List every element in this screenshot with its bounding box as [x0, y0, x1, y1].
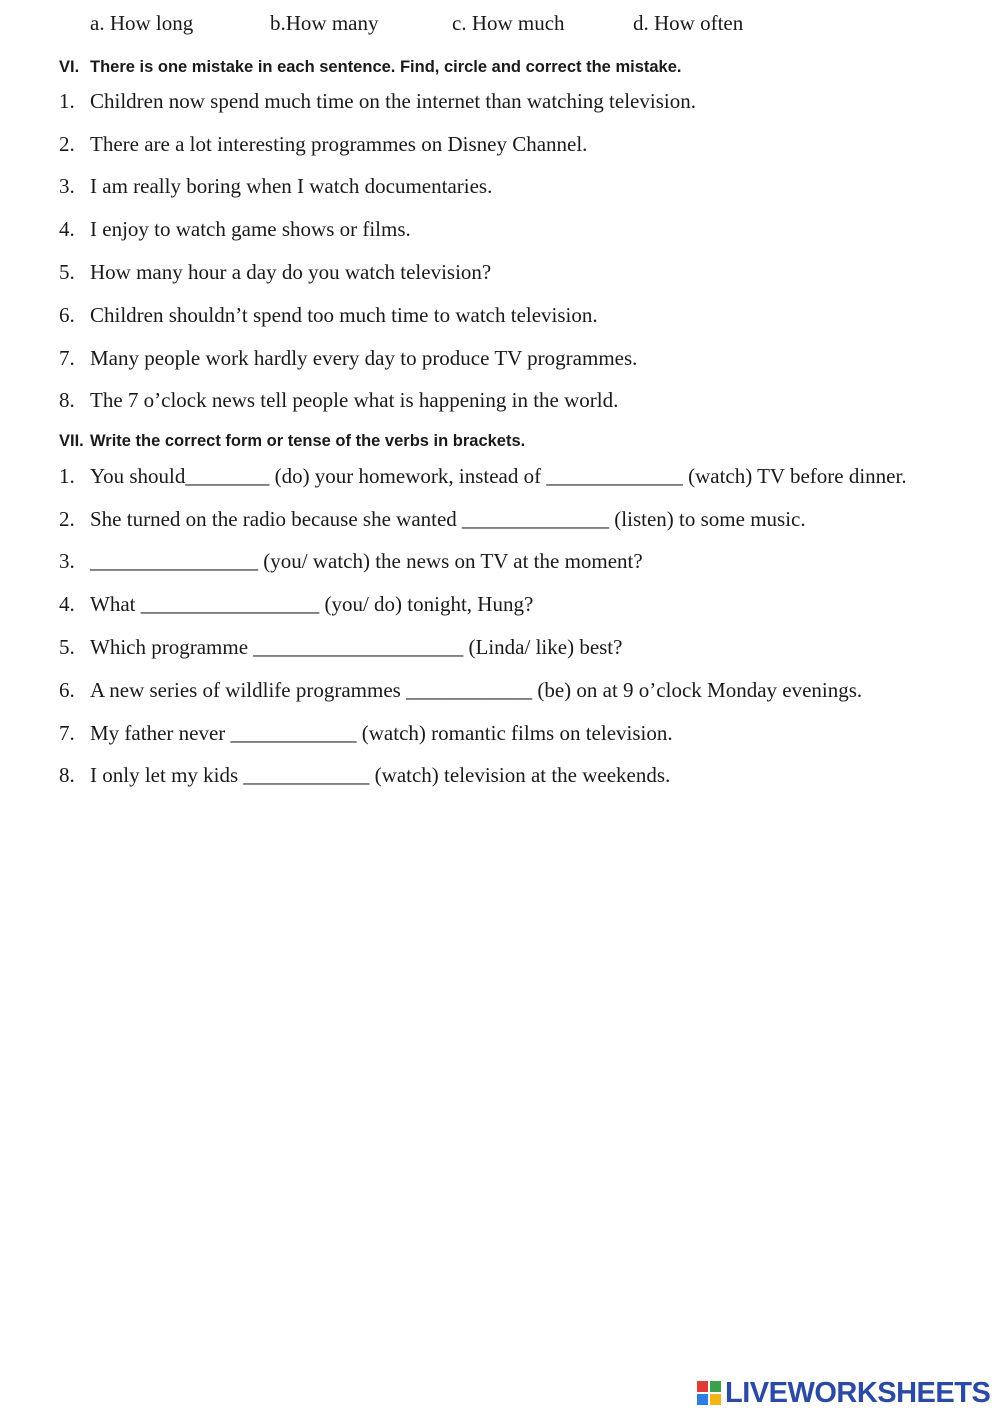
section-7-item	[0, 635, 1000, 665]
section-7-title: Write the correct form or tense of the verbs in brackets.	[90, 432, 526, 450]
item-number: 7.	[59, 346, 75, 370]
section-6-item	[0, 89, 1000, 119]
liveworksheets-mark-icon	[697, 1381, 723, 1407]
item-text: I only let my kids ____________ (watch) television at the weekends.	[90, 763, 671, 787]
section-6-item	[0, 303, 1000, 333]
section-6-title: There is one mistake in each sentence. Find, circle and correct the mistake.	[90, 58, 682, 76]
item-text: How many hour a day do you watch television?	[90, 260, 492, 284]
item-text: My father never ____________ (watch) romantic films on television.	[90, 721, 673, 745]
item-text: ________________ (you/ watch) the news on TV at the moment?	[90, 549, 643, 573]
item-text: I am really boring when I watch documentaries.	[90, 174, 493, 198]
section-7-item	[0, 678, 1000, 708]
section-6-heading	[59, 58, 681, 77]
section-7-number: VII.	[59, 432, 84, 450]
item-number: 8.	[59, 763, 75, 787]
section-7-item	[0, 721, 1000, 751]
item-text: She turned on the radio because she wanted ______________ (listen) to some music.	[90, 507, 806, 531]
item-text: What _________________ (you/ do) tonight, Hung?	[90, 592, 534, 616]
option-d: d. How often	[633, 11, 744, 35]
section-7-item	[0, 464, 1000, 494]
item-number: 6.	[59, 303, 75, 327]
section-7-item	[0, 549, 1000, 579]
item-number: 2.	[59, 132, 75, 156]
section-6-number: VI.	[59, 58, 80, 76]
option-a: a. How long	[90, 11, 194, 35]
item-number: 4.	[59, 217, 75, 241]
section-6-item	[0, 260, 1000, 290]
logo-square-blue	[697, 1394, 708, 1405]
section-7-item	[0, 763, 1000, 793]
logo-square-green	[710, 1381, 721, 1392]
item-number: 6.	[59, 678, 75, 702]
liveworksheets-wordmark: LIVEWORKSHEETS	[725, 1377, 991, 1409]
item-number: 5.	[59, 260, 75, 284]
item-text: A new series of wildlife programmes ____________ (be) on at 9 o’clock Monday evenings.	[90, 678, 863, 702]
item-text: Many people work hardly every day to produce TV programmes.	[90, 346, 638, 370]
item-number: 4.	[59, 592, 75, 616]
item-text: Children shouldn’t spend too much time to watch television.	[90, 303, 598, 327]
option-c: c. How much	[452, 11, 565, 35]
item-text: Which programme ____________________ (Linda/ like) best?	[90, 635, 623, 659]
logo-square-yellow	[710, 1394, 721, 1405]
section-6-item	[0, 132, 1000, 162]
item-number: 2.	[59, 507, 75, 531]
item-number: 8.	[59, 388, 75, 412]
item-number: 3.	[59, 549, 75, 573]
item-number: 1.	[59, 89, 75, 113]
item-text: The 7 o’clock news tell people what is happening in the world.	[90, 388, 619, 412]
section-7-item	[0, 592, 1000, 622]
item-text: You should________ (do) your homework, instead of _____________ (watch) TV before dinner.	[90, 464, 907, 488]
option-b: b.How many	[270, 11, 379, 35]
answer-options	[0, 11, 1000, 39]
item-number: 7.	[59, 721, 75, 745]
item-text: There are a lot interesting programmes on Disney Channel.	[90, 132, 588, 156]
logo-square-red	[697, 1381, 708, 1392]
section-6-item	[0, 388, 1000, 418]
section-6-item	[0, 174, 1000, 204]
section-7-heading	[59, 432, 525, 451]
liveworksheets-logo	[697, 1377, 997, 1411]
item-number: 3.	[59, 174, 75, 198]
item-number: 1.	[59, 464, 75, 488]
item-number: 5.	[59, 635, 75, 659]
item-text: I enjoy to watch game shows or films.	[90, 217, 411, 241]
section-7-item	[0, 507, 1000, 537]
section-6-item	[0, 346, 1000, 376]
section-6-item	[0, 217, 1000, 247]
item-text: Children now spend much time on the internet than watching television.	[90, 89, 696, 113]
